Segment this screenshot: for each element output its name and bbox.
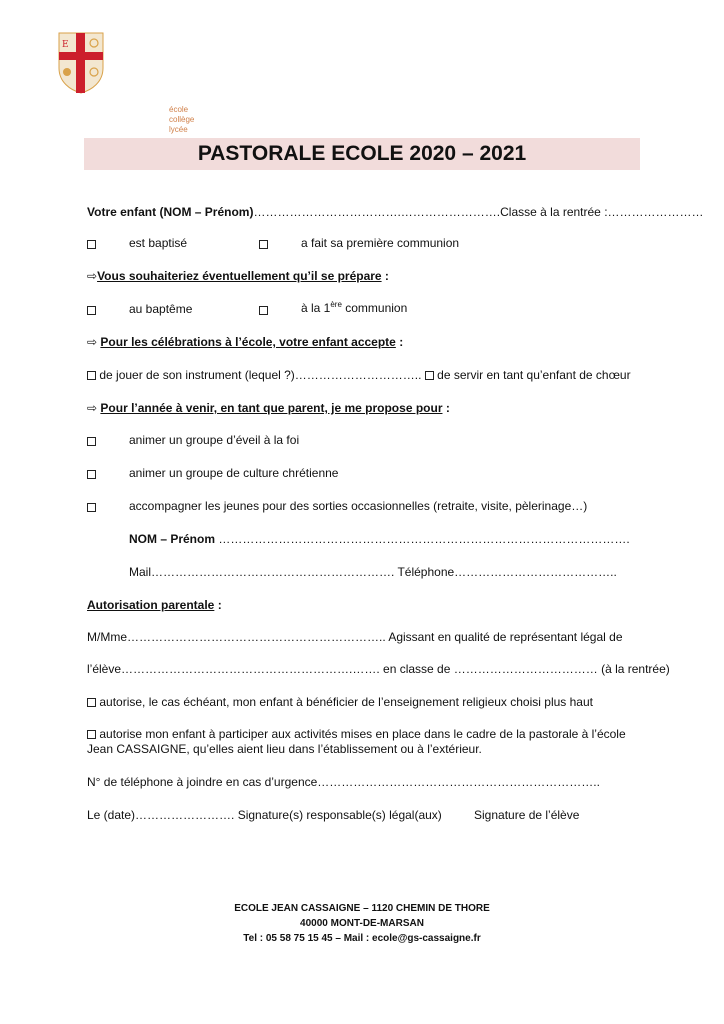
celebration-options [87, 368, 631, 382]
child-line [87, 205, 704, 219]
auth-opt2-checkbox[interactable] [87, 730, 96, 739]
school-logo [56, 30, 195, 134]
instrument-label: de jouer de son instrument (lequel ?)………………………….. [99, 368, 425, 382]
footer-address: ECOLE JEAN CASSAIGNE – 1120 CHEMIN DE THORE [234, 903, 490, 914]
authorization-heading [87, 598, 222, 612]
footer-contact: Tel : 05 58 75 15 45 – Mail : ecole@gs-cassaigne.fr [243, 933, 481, 944]
auth-opt2-label-line1: autorise mon enfant à participer aux activités mises en place dans le cadre de la pastorale à l’école [99, 727, 626, 741]
arrow-right-icon: ⇨ [87, 335, 98, 349]
logo-word-ecole: école [169, 105, 189, 114]
parent-opt2-checkbox[interactable] [87, 470, 96, 479]
parent-opt3-checkbox[interactable] [87, 503, 96, 512]
first-communion-option[interactable] [259, 303, 268, 317]
svg-text:E: E [62, 40, 69, 50]
child-label: Votre enfant (NOM – Prénom) [87, 205, 254, 219]
parent-mail-phone-field[interactable]: Mail……………………………………………………. Téléphone………………………………….. [129, 565, 617, 579]
communion-option[interactable] [259, 237, 268, 251]
first-communion-label [301, 300, 407, 315]
logo-word-college: collège [169, 115, 195, 124]
logo-words [169, 105, 194, 135]
auth-opt1-checkbox[interactable] [87, 698, 96, 707]
child-name-field[interactable]: ……………………………….……………………. [253, 205, 501, 219]
baptism-checkbox[interactable] [87, 306, 96, 315]
student-class-field[interactable]: l’élève………………………………………………….……. en classe de ……………………………… (à la rentrée) [87, 662, 670, 676]
first-communion-checkbox[interactable] [259, 306, 268, 315]
class-field[interactable]: Classe à la rentrée :…………………… [500, 205, 704, 219]
parent-opt3[interactable] [87, 500, 96, 514]
communion-label: a fait sa première communion [301, 236, 460, 250]
emergency-phone-field[interactable]: N° de téléphone à joindre en cas d’urgence…………………………………………………………….. [87, 775, 600, 789]
baptized-checkbox[interactable] [87, 240, 96, 249]
communion-checkbox[interactable] [259, 240, 268, 249]
guardian-name-field[interactable]: M/Mme……………………………………………………….. Agissant en qualité de représentant légal de [87, 630, 623, 644]
arrow-right-icon: ⇨ [87, 401, 98, 415]
auth-opt2-label-line2: Jean CASSAIGNE, qu’elles aient lieu dans l’établissement ou à l’extérieur. [87, 742, 482, 756]
parent-opt2-label: animer un groupe de culture chrétienne [129, 466, 339, 480]
footer-city: 40000 MONT-DE-MARSAN [300, 918, 424, 929]
baptized-label: est baptisé [129, 236, 188, 250]
altar-server-checkbox[interactable] [425, 371, 434, 380]
arrow-right-icon: ⇨ [87, 269, 98, 283]
prepare-heading-colon: : [381, 269, 389, 283]
baptism-option[interactable] [87, 303, 96, 317]
parent-name-line [129, 532, 630, 546]
altar-server-label: de servir en tant qu’enfant de chœur [437, 368, 631, 382]
authorization-heading-colon: : [214, 598, 222, 612]
parent-opt2[interactable] [87, 467, 96, 481]
first-communion-pre: à la 1 [301, 301, 331, 315]
logo-word-lycee: lycée [169, 125, 188, 134]
baptized-option[interactable] [87, 237, 96, 251]
parent-opt1-label: animer un groupe d’éveil à la foi [129, 433, 300, 447]
page-title: PASTORALE ECOLE 2020 – 2021 [197, 142, 527, 165]
first-communion-sup: ère [330, 300, 342, 309]
authorization-heading-text: Autorisation parentale [87, 598, 215, 612]
first-communion-post: communion [341, 301, 408, 315]
celebrations-heading-text: Pour les célébrations à l’école, votre enfant accepte [100, 335, 396, 349]
parent-name-field[interactable]: …………………………………………………………………………………………. [215, 532, 630, 546]
prepare-heading [87, 269, 389, 283]
auth-opt1-label: autorise, le cas échéant, mon enfant à bénéficier de l’enseignement religieux choisi plus haut [99, 695, 593, 709]
parent-opt1-checkbox[interactable] [87, 437, 96, 446]
baptism-label: au baptême [129, 302, 193, 316]
prepare-heading-text: Vous souhaiteriez éventuellement qu’il se prépare [97, 269, 382, 283]
parent-heading [87, 401, 450, 415]
celebrations-heading-colon: : [395, 335, 404, 349]
instrument-checkbox[interactable] [87, 371, 96, 380]
parent-heading-colon: : [442, 401, 450, 415]
school-crest-icon [56, 30, 126, 96]
auth-opt2 [87, 727, 626, 741]
celebrations-heading [87, 335, 403, 349]
parent-heading-text: Pour l’année à venir, en tant que parent, je me propose pour [100, 401, 443, 415]
parent-name-label: NOM – Prénom [129, 532, 216, 546]
parent-opt1[interactable] [87, 434, 96, 448]
auth-opt1 [87, 695, 593, 709]
student-signature-label: Signature de l’élève [474, 808, 580, 822]
date-signature-field[interactable]: Le (date)……………………. Signature(s) responsable(s) légal(aux) [87, 808, 442, 822]
parent-opt3-label: accompagner les jeunes pour des sorties occasionnelles (retraite, visite, pèlerinage…) [129, 499, 588, 513]
